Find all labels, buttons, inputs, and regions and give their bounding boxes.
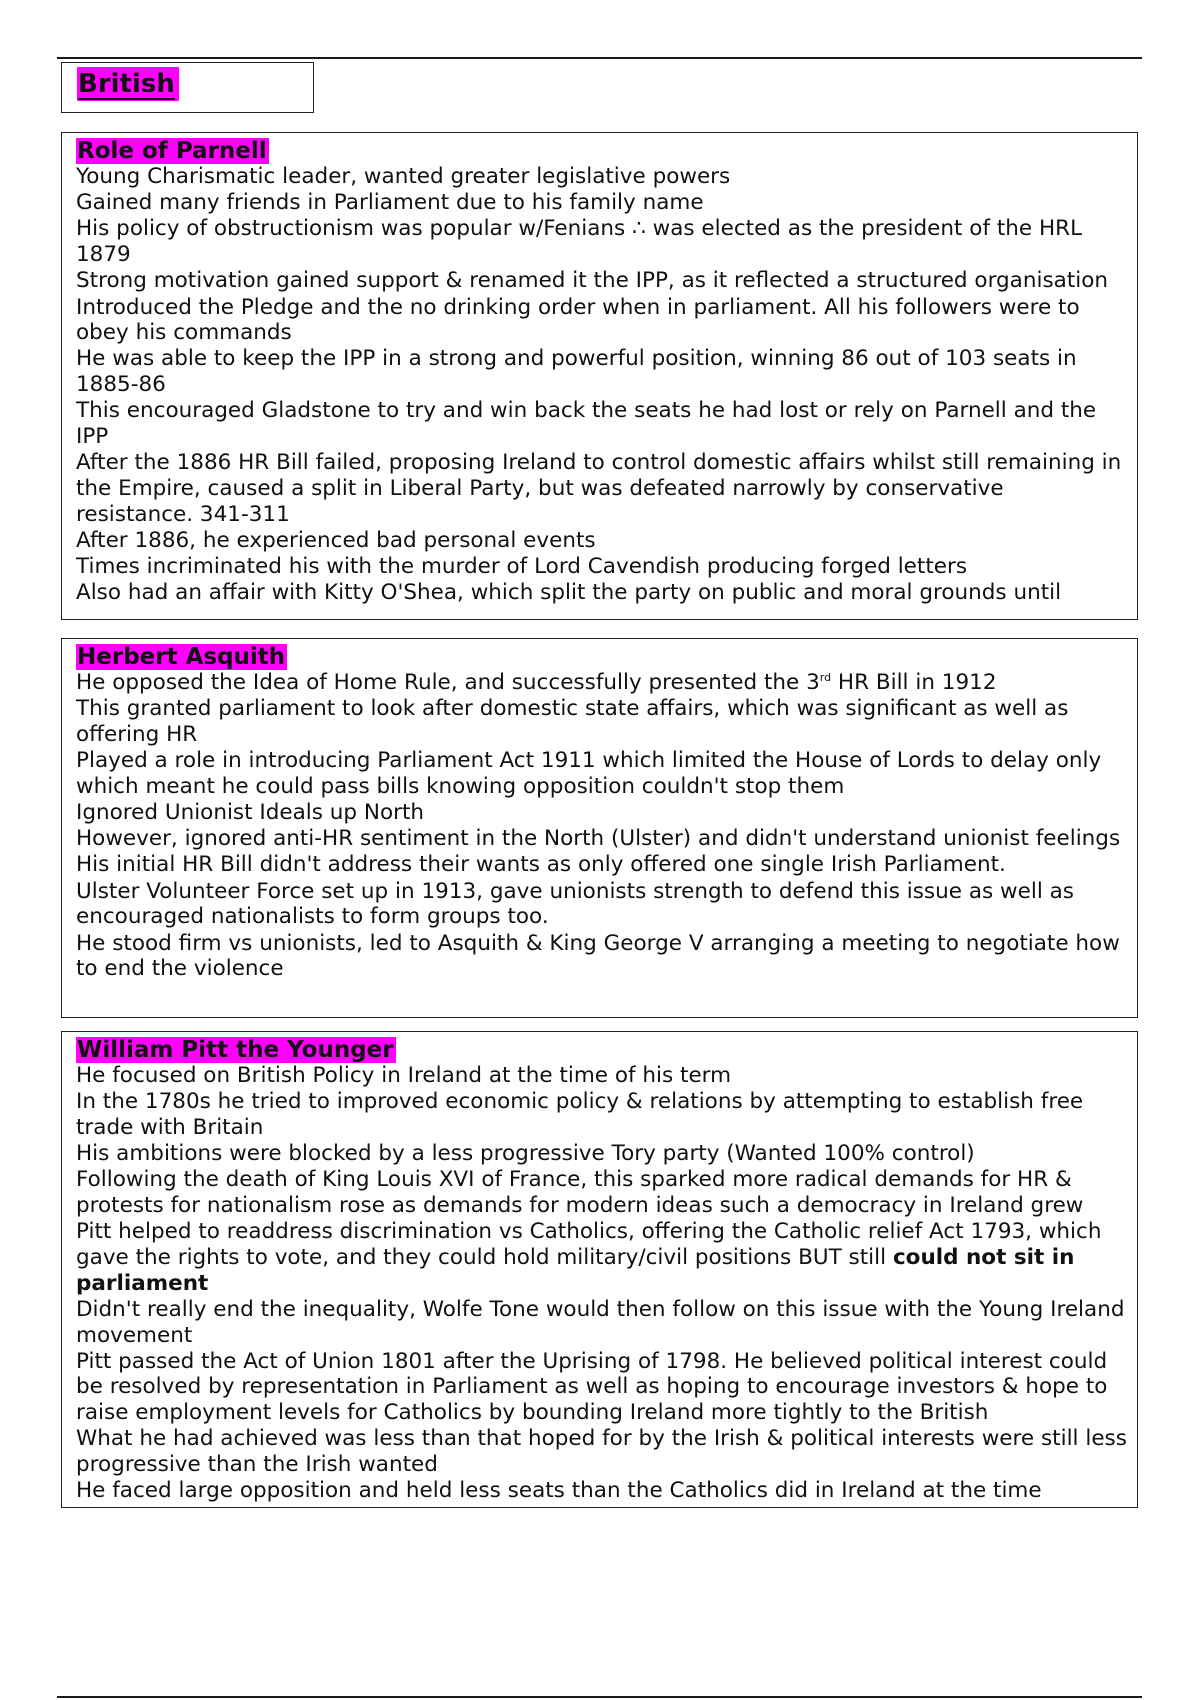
- note-line: His initial HR Bill didn't address their wants as only offered one single Irish Parliament.: [76, 852, 1006, 878]
- note-line: Played a role in introducing Parliament Act 1911 which limited the House of Lords to delay only which meant he could pass bills knowing opposition couldn't stop them: [76, 748, 1102, 799]
- note-line: Following the death of King Louis XVI of France, this sparked more radical demands for HR & protests for nationalism rose as demands for modern ideas such a democracy in Ireland grew: [76, 1167, 1084, 1219]
- note-line: Ulster Volunteer Force set up in 1913, gave unionists strength to defend this issue as well as encouraged nationalists to form groups too.: [76, 878, 1074, 930]
- note-line: This granted parliament to look after domestic state affairs, which was significant as well as offering HR: [76, 696, 1069, 747]
- note-line: After 1886, he experienced bad personal events: [76, 527, 596, 553]
- note-line: Didn't really end the inequality, Wolfe Tone would then follow on this issue with the Young Ireland movement: [76, 1296, 1125, 1348]
- section-heading: William Pitt the Younger: [77, 1037, 394, 1063]
- note-list: [76, 164, 1127, 606]
- note-line: Pitt passed the Act of Union 1801 after the Uprising of 1798. He believed political interest could be resolved by representation in Parliament as well as hoping to encourage investors & hope to raise employment levels for Catholics by bounding Ireland more tightly to the British: [76, 1348, 1108, 1426]
- note-line: Also had an affair with Kitty O'Shea, which split the party on public and moral grounds until: [76, 580, 1062, 606]
- note-line: His ambitions were blocked by a less progressive Tory party (Wanted 100% control): [76, 1141, 975, 1167]
- note-line: In the 1780s he tried to improved economic policy & relations by attempting to establish free trade with Britain: [76, 1089, 1084, 1140]
- top-rule: [57, 57, 1142, 59]
- note-list: [76, 670, 1127, 982]
- section-parnell: [61, 132, 1138, 620]
- page-title: British: [77, 67, 179, 101]
- note-line: Ignored Unionist Ideals up North: [76, 800, 425, 826]
- note-line: He focused on British Policy in Ireland at the time of his term: [76, 1063, 732, 1088]
- note-text: He opposed the Idea of Home Rule, and successfully presented the 3: [76, 670, 820, 695]
- section-heading: Role of Parnell: [77, 138, 267, 164]
- title-box: [61, 62, 314, 113]
- bottom-rule: [57, 1696, 1142, 1698]
- note-line: He stood firm vs unionists, led to Asquith & King George V arranging a meeting to negotiate how to end the violence: [76, 930, 1120, 982]
- note-line: His policy of obstructionism was popular w/Fenians ∴ was elected as the president of the HRL 1879: [76, 216, 1083, 268]
- note-line: Times incriminated his with the murder of Lord Cavendish producing forged letters: [76, 554, 968, 580]
- note-line: [76, 670, 1127, 696]
- section-heading: Herbert Asquith: [77, 644, 286, 670]
- note-line: Strong motivation gained support & renamed it the IPP, as it reflected a structured organisation: [76, 268, 1109, 294]
- note-line: He was able to keep the IPP in a strong and powerful position, winning 86 out of 103 seats in 1885-86: [76, 346, 1077, 398]
- note-line: Young Charismatic leader, wanted greater legislative powers: [76, 164, 731, 189]
- note-line: This encouraged Gladstone to try and win back the seats he had lost or rely on Parnell and the IPP: [76, 398, 1097, 450]
- note-line: He faced large opposition and held less seats than the Catholics did in Ireland at the time: [76, 1478, 1042, 1504]
- note-line: [76, 1219, 1127, 1296]
- emphasis-text: could not sit in parliament: [76, 1244, 1075, 1296]
- note-line: Introduced the Pledge and the no drinking order when in parliament. All his followers were to obey his commands: [76, 294, 1080, 346]
- note-line: Gained many friends in Parliament due to his family name: [76, 190, 704, 216]
- note-list: [76, 1063, 1127, 1504]
- ordinal-suffix: rd: [819, 670, 832, 684]
- section-asquith: [61, 638, 1138, 1018]
- section-pitt: [61, 1031, 1138, 1508]
- note-text: Pitt helped to readdress discrimination vs Catholics, offering the Catholic relief Act 1793, which gave the rights to vote, and they could hold military/civil positions BUT still: [76, 1219, 1102, 1270]
- note-text: HR Bill in 1912: [831, 670, 997, 695]
- note-line: What he had achieved was less than that hoped for by the Irish & political interests were still less progressive than the Irish wanted: [76, 1426, 1127, 1478]
- note-line: After the 1886 HR Bill failed, proposing Ireland to control domestic affairs whilst still remaining in the Empire, caused a split in Liberal Party, but was defeated narrowly by conservative resistance. 341-311: [76, 450, 1122, 527]
- note-line: However, ignored anti-HR sentiment in the North (Ulster) and didn't understand unionist feelings: [76, 826, 1121, 852]
